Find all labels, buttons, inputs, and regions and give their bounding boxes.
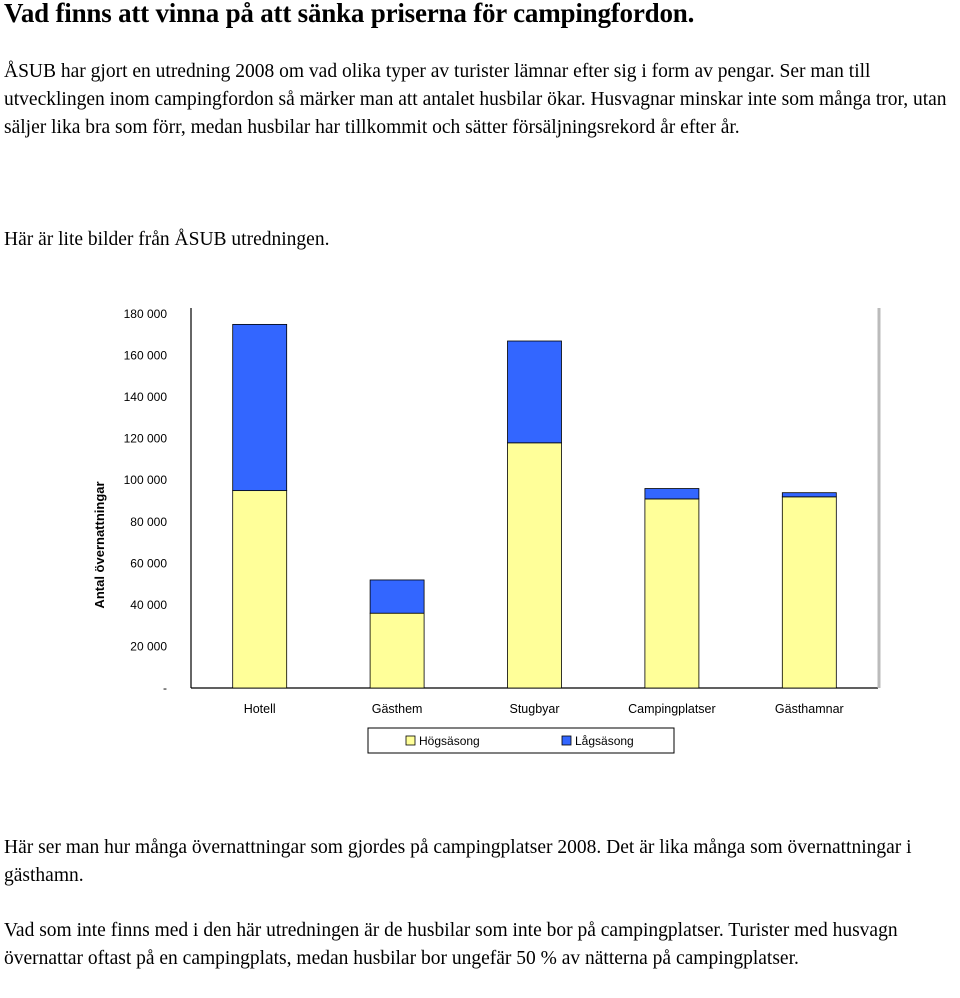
page-title: Vad finns att vinna på att sänka priserna för campingfordon. [4, 0, 695, 28]
bar-lagsasong [645, 489, 699, 499]
y-tick-label: 60 000 [130, 556, 167, 571]
bar-lagsasong [233, 324, 287, 490]
y-tick-label: 160 000 [123, 348, 167, 363]
x-category-label: Stugbyar [509, 702, 560, 716]
legend-label: Högsäsong [419, 734, 480, 748]
pictures-paragraph: Här är lite bilder från ÅSUB utredningen. [4, 229, 330, 250]
y-tick-label: 100 000 [123, 473, 167, 488]
bar-hogsasong [782, 497, 836, 688]
y-tick-label: 120 000 [123, 431, 167, 446]
bar-hogsasong [233, 491, 287, 688]
x-category-label: Gästhem [371, 702, 423, 716]
legend-label: Lågsäsong [575, 734, 634, 748]
y-tick-label: 20 000 [130, 639, 167, 654]
x-category-label: Hotell [243, 702, 276, 716]
bar-hogsasong [508, 443, 562, 688]
legend-swatch [406, 736, 415, 745]
outro-paragraph: Vad som inte finns med i den här utredningen är de husbilar som inte bor på campingplatser. Turister med husvagn övernattar oftast på en campingplats, medan husbilar bor ungefär 50 % av nätterna på campingplatser. [4, 920, 898, 969]
intro-paragraph: ÅSUB har gjort en utredning 2008 om vad olika typer av turister lämnar efter sig i form av pengar. Ser man till utvecklingen inom campingfordon så märker man att antalet husbilar ökar. Husvagnar minskar inte som många tror, utan säljer lika bra som förr, medan husbilar har tillkommit och sätter försäljningsrekord år efter år. [4, 61, 947, 138]
overnight-stays-chart [88, 300, 888, 760]
x-category-label: Campingplatser [628, 702, 716, 716]
x-category-label: Gästhamnar [774, 702, 844, 716]
y-tick-label: 140 000 [123, 390, 167, 405]
chart-caption-paragraph: Här ser man hur många övernattningar som gjordes på campingplatser 2008. Det är lika många som övernattningar i gästhamn. [4, 837, 912, 886]
bar-lagsasong [782, 493, 836, 497]
y-tick-label: - [163, 681, 167, 695]
bar-lagsasong [508, 341, 562, 443]
y-tick-label: 80 000 [130, 514, 167, 529]
bar-hogsasong [645, 499, 699, 688]
legend-swatch [562, 736, 571, 745]
y-tick-label: 40 000 [130, 597, 167, 612]
y-tick-label: 180 000 [123, 307, 167, 321]
bar-lagsasong [370, 580, 424, 613]
bar-hogsasong [370, 613, 424, 688]
y-axis-label: Antal övernattningar [92, 481, 107, 609]
